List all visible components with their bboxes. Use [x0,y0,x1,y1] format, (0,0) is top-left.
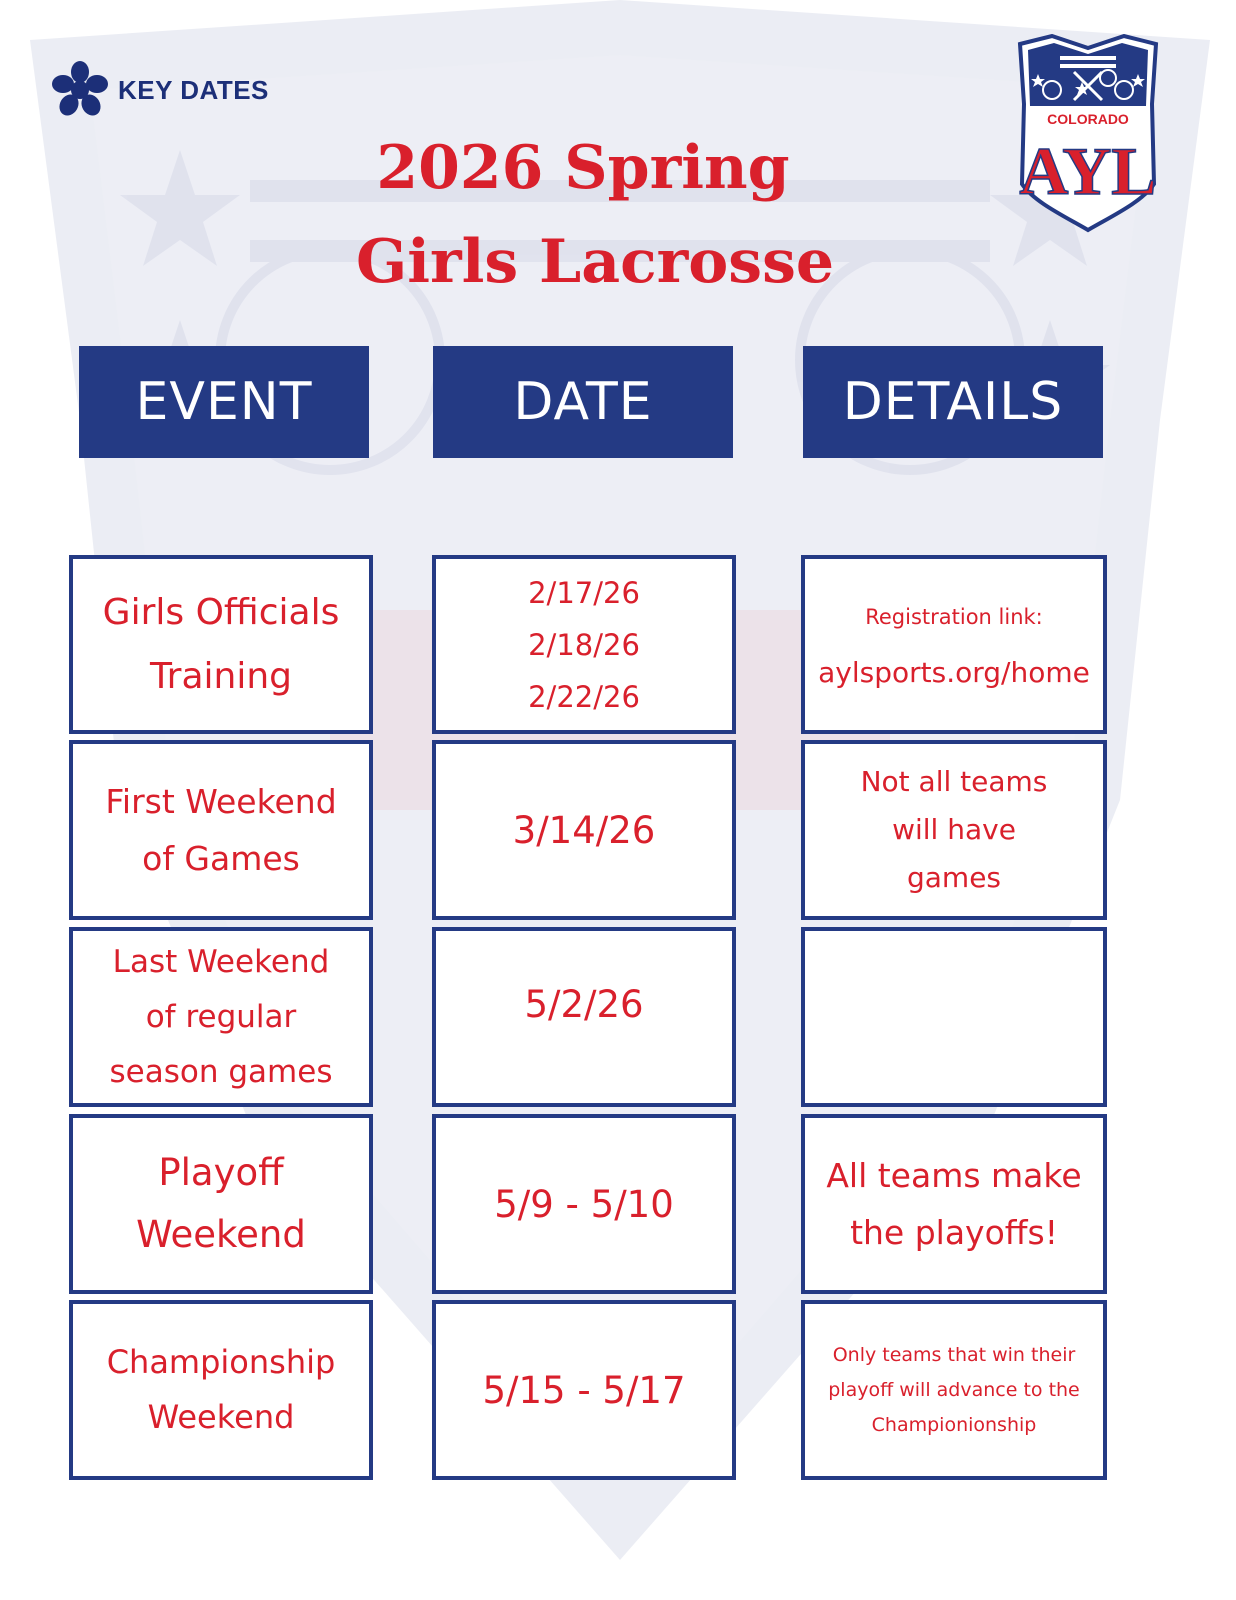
date-cell [432,927,736,1107]
details-cell [801,555,1107,734]
event-cell [69,1114,373,1294]
details-text-line: playoff will advance to the [828,1378,1080,1401]
logo-top-text: COLORADO [1047,111,1129,127]
details-text-line: Not all teams [860,765,1048,798]
event-text-line: of regular [145,998,297,1035]
registration-link[interactable]: aylsports.org/home [818,655,1090,689]
event-text-line: Weekend [136,1213,306,1256]
event-text-line: First Weekend [105,782,337,821]
date-text-line: 3/14/26 [512,808,656,852]
details-text-line: All teams make [826,1156,1082,1195]
event-cell [69,927,373,1107]
event-text-line: of Games [142,839,300,878]
column-header-event: EVENT [79,346,369,458]
key-dates-label: KEY DATES [118,74,269,105]
event-text-line: Playoff [158,1151,284,1194]
page-title-line-1: 2026 Spring [376,133,790,203]
colorado-ayl-logo [1012,34,1164,234]
details-cell [801,927,1107,1107]
event-text-line: Weekend [147,1398,295,1436]
details-cell [801,1300,1107,1480]
column-header-date: DATE [433,346,733,458]
date-text-line: 5/2/26 [524,982,644,1026]
date-text-line: 5/9 - 5/10 [494,1182,674,1226]
details-cell [801,740,1107,920]
flower-icon [52,60,108,120]
details-text-line: games [906,861,1002,894]
page-title-line-2: Girls Lacrosse [355,227,835,297]
date-cell [432,555,736,734]
details-cell [801,1114,1107,1294]
logo-main-text: AYL [1019,133,1157,209]
event-text-line: Girls Officials [102,591,340,633]
event-text-line: Last Weekend [112,943,330,980]
details-text-line: Only teams that win their [832,1343,1076,1366]
date-text-line: 2/18/26 [528,627,640,662]
details-text-line: Championionship [871,1413,1037,1436]
event-cell [69,740,373,920]
event-text-line: season games [109,1053,333,1090]
date-text-line: 2/22/26 [528,679,640,714]
date-text-line: 2/17/26 [528,575,640,610]
key-dates-badge [52,60,269,120]
event-text-line: Training [149,655,293,697]
details-text-line: will have [892,813,1016,846]
details-text-line: Registration link: [865,604,1043,629]
column-header-details: DETAILS [803,346,1103,458]
date-cell [432,1300,736,1480]
date-text-line: 5/15 - 5/17 [482,1368,686,1412]
event-cell [69,1300,373,1480]
date-cell [432,1114,736,1294]
event-cell [69,555,373,734]
event-text-line: Championship [106,1343,336,1381]
date-cell [432,740,736,920]
details-text-line: the playoffs! [850,1213,1058,1252]
